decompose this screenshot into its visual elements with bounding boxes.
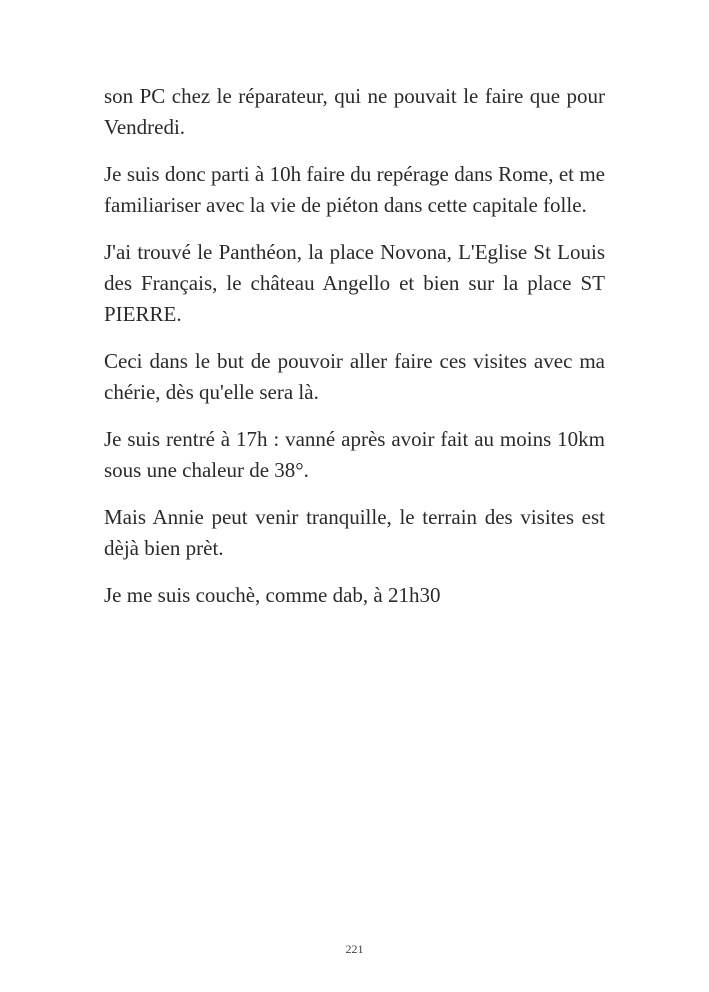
paragraph-4: Ceci dans le but de pouvoir aller faire ces visites avec ma chérie, dès qu'elle sera là. <box>104 349 605 404</box>
paragraph-6: Mais Annie peut venir tranquille, le terrain des visites est dèjà bien prèt. <box>104 505 605 560</box>
paragraph-5: Je suis rentré à 17h : vanné après avoir fait au moins 10km sous une chaleur de 38°. <box>104 427 605 482</box>
page-body <box>104 81 605 627</box>
paragraph-1: son PC chez le réparateur, qui ne pouvait le faire que pour Vendredi. <box>104 84 605 139</box>
paragraph-3: J'ai trouvé le Panthéon, la place Novona, L'Eglise St Louis des Français, le château Angello et bien sur la place ST PIERRE. <box>104 240 605 326</box>
paragraph-2: Je suis donc parti à 10h faire du repérage dans Rome, et me familiariser avec la vie de piéton dans cette capitale folle. <box>104 162 605 217</box>
page-number: 221 <box>345 942 364 956</box>
paragraph-7: Je me suis couchè, comme dab, à 21h30 <box>104 583 441 607</box>
